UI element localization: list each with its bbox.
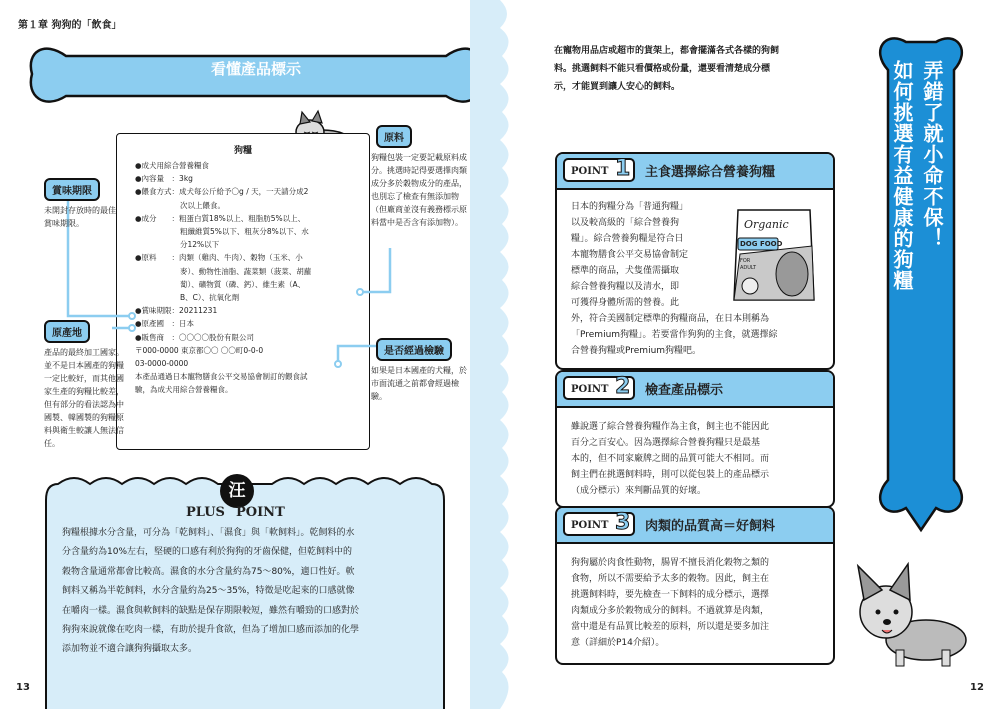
- point-1-line: 本寵物膳食公平交易協會制定: [571, 250, 689, 260]
- feeding-test-tag: 是否經過檢驗: [376, 338, 452, 361]
- label-line: B、C）、抗氧化劑: [135, 293, 240, 303]
- ingredients-tag: 原料: [376, 125, 412, 148]
- point-1-line: 「Premium狗糧」。若要當作狗狗的主食，就選擇綜: [571, 330, 778, 340]
- label-line: ●內容量 ：3kg: [135, 174, 193, 184]
- point-1-line: 合營養狗糧或Premium狗糧吧。: [571, 346, 702, 356]
- plus-point-line: 狗狗來說就像在吃肉一樣，有助於提升食欲，但為了增加口感而添加的化學: [62, 625, 360, 636]
- bag-brand-organic: Organic: [744, 218, 789, 231]
- label-line: 粗纖維質5%以下、粗灰分8%以下、水: [135, 227, 309, 237]
- point-2-label: POINT 2: [563, 376, 635, 400]
- label-line: ●販售商 ：〇〇〇〇股份有限公司: [135, 332, 255, 342]
- left-page-number: 13: [16, 682, 30, 693]
- best-before-text: 未開封存放時的最佳賞味期限。: [44, 206, 116, 228]
- point-2-line: 百分之百安心。因為選擇綜合營養狗糧只是最基: [571, 438, 761, 448]
- plus-point-body: [62, 524, 434, 660]
- intro-paragraph: [554, 42, 844, 96]
- point-1-line: 以及較高級的「綜合營養狗: [571, 218, 680, 228]
- point-3-line: 挑選飼料時，要先檢查一下飼料的成分標示，選擇: [571, 590, 770, 600]
- bag-brand-dogfood: DOG FOOD: [740, 240, 783, 248]
- point-1-line: 糧」。綜合營養狗糧是符合日: [571, 234, 684, 244]
- label-line: 蔔）、礦物質（磷、鈣）、維生素（A、: [135, 279, 306, 289]
- vertical-title-line2: 如何挑選有益健康的狗糧: [890, 60, 914, 291]
- point-2-box: [555, 370, 835, 508]
- intro-line: 示，才能買到讓人安心的飼料。: [554, 82, 681, 92]
- intro-line: 料。挑選飼料不能只看價格或份量，還要看清楚成分標: [554, 64, 771, 74]
- point-1-title: 主食選擇綜合營養狗糧: [645, 165, 776, 180]
- right-page-number: 12: [970, 682, 984, 693]
- plus-point-line: 穀物含量通常都會比較高。濕食的水分含量約為75～80%，適口性好。軟: [62, 566, 355, 577]
- point-1-line: 可獲得身體所需的營養。此: [571, 298, 680, 308]
- point-1-line: 綜合營養狗糧以及清水，即: [571, 282, 680, 292]
- point-3-label: POINT 3: [563, 512, 635, 536]
- point-3-number: 3: [615, 510, 631, 535]
- point-1-label: POINT 1: [563, 158, 635, 182]
- plus-point-line: 分含量約為10%左右，堅硬的口感有利於狗狗的牙齒保健，但乾飼料中的: [62, 547, 353, 558]
- point-2-number: 2: [615, 374, 631, 399]
- point-3-line: 意（詳細於P14介紹）。: [571, 638, 665, 648]
- point-2-title: 檢查產品標示: [645, 383, 724, 398]
- ingredients-text: 狗糧包裝一定要記載原料成分。挑選時記得要選擇肉類成分多於穀物成分的產品，也別忘了檢查有無添加物（但廠商並沒有義務標示原料當中是否含有添加物）。: [371, 153, 467, 227]
- best-before-tag: 賞味期限: [44, 178, 100, 201]
- plus-point-line: 添加物並不適合讓狗狗攝取太多。: [62, 644, 198, 655]
- page-title: 看懂產品標示: [210, 60, 301, 78]
- label-line: 本產品通過日本寵物膳食公平交易協會制訂的餵食試: [135, 372, 308, 382]
- point-3-line: 肉類成分多於穀物成分的飼料。不過就算是肉類，: [571, 606, 770, 616]
- feeding-test-text: 如果是日本國產的犬糧，於市面流通之前都會經過檢驗。: [371, 366, 467, 401]
- label-line: 麥）、動物性油脂、蔬菜類（菠菜、胡蘿: [135, 266, 312, 276]
- origin-tag: 原產地: [44, 320, 90, 343]
- plus-point-line: 狗糧根據水分含量，可分為「乾飼料」、「濕食」與「軟飼料」。乾飼料的水: [62, 528, 355, 538]
- point-1-line: 外，符合美國制定標準的狗糧商品，在日本則稱為: [571, 314, 770, 324]
- label-line: 次以上餵食。: [135, 200, 225, 210]
- label-heading: 狗糧: [233, 146, 252, 156]
- plus-point-line: 在嚼肉一樣。濕食與軟飼料的缺點是保存期限較短，雖然有嚼勁的口感對於: [62, 605, 360, 616]
- label-line: ●成分 ：粗蛋白質18%以上、粗脂肪5%以上、: [135, 213, 306, 223]
- point-2-line: 本的，但不同家廠牌之間的品質可能大不相同。而: [571, 454, 770, 464]
- intro-line: 在寵物用品店或超市的貨架上，都會擺滿各式各樣的狗飼: [554, 46, 780, 56]
- point-1-line: 標準的商品，犬隻僅需攝取: [571, 266, 680, 276]
- chapter-label: 第１章 狗狗的「飲食」: [18, 20, 122, 31]
- label-line: ●原產國 ：日本: [135, 319, 195, 329]
- label-line: ●原料 ：肉類（雞肉、牛肉）、穀物（玉米、小: [135, 253, 303, 263]
- label-line: ●餵食方式：成犬每公斤給予〇g / 天，一天請分成2: [135, 187, 309, 197]
- vertical-title-line1: 弄錯了就小命不保！: [920, 60, 944, 249]
- point-3-line: 狗狗屬於肉食性動物，腸胃不擅長消化穀物之類的: [571, 558, 770, 568]
- label-line: 〒000-0000 東京都〇〇 〇〇町0-0-0: [135, 345, 264, 355]
- point-3-box: [555, 506, 835, 665]
- gutter-cloud-decoration: [470, 0, 530, 709]
- label-line: 驗，為成犬用綜合營養糧食。: [135, 385, 233, 395]
- plus-point-title-right: POINT: [236, 505, 285, 520]
- point-1-line: 日本的狗糧分為「普通狗糧」: [571, 202, 689, 212]
- label-line: 分12%以下: [135, 240, 220, 250]
- plus-point-line: 飼料又稱為半乾飼料，水分含量約為25～35%，特徵是吃起來的口感就像: [62, 586, 355, 597]
- origin-text: 產品的最終加工國家。並不是日本國產的狗糧一定比較好，而其他國家生產的狗糧比較差，但有部分的看法認為中國製、韓國製的狗糧原料與衛生較讓人無法信任。: [44, 348, 124, 448]
- bag-brand-adult: FOR ADULT: [740, 258, 757, 271]
- point-2-line: （成分標示）來判斷品質的好壞。: [571, 486, 707, 496]
- corgi-dog-illustration: [846, 560, 976, 670]
- point-1-number: 1: [615, 156, 631, 181]
- plus-point-badge: 汪: [220, 474, 254, 508]
- label-line: ●成犬用綜合營養糧食: [135, 161, 210, 170]
- point-2-line: 雖說選了綜合營養狗糧作為主食，飼主也不能因此: [571, 422, 770, 432]
- point-3-title: 肉類的品質高＝好飼料: [645, 519, 776, 534]
- label-line: ●賞味期限：20211231: [135, 306, 218, 316]
- label-line: 03-0000-0000: [135, 359, 189, 369]
- point-3-line: 食物，所以不需要給予太多的穀物。因此，飼主在: [571, 574, 770, 584]
- point-3-line: 當中還是有品質比較差的原料，所以還是要多加注: [571, 622, 770, 632]
- point-2-line: 飼主們在挑選飼料時，則可以從包裝上的產品標示: [571, 470, 770, 480]
- plus-point-title-left: PLUS: [186, 505, 225, 520]
